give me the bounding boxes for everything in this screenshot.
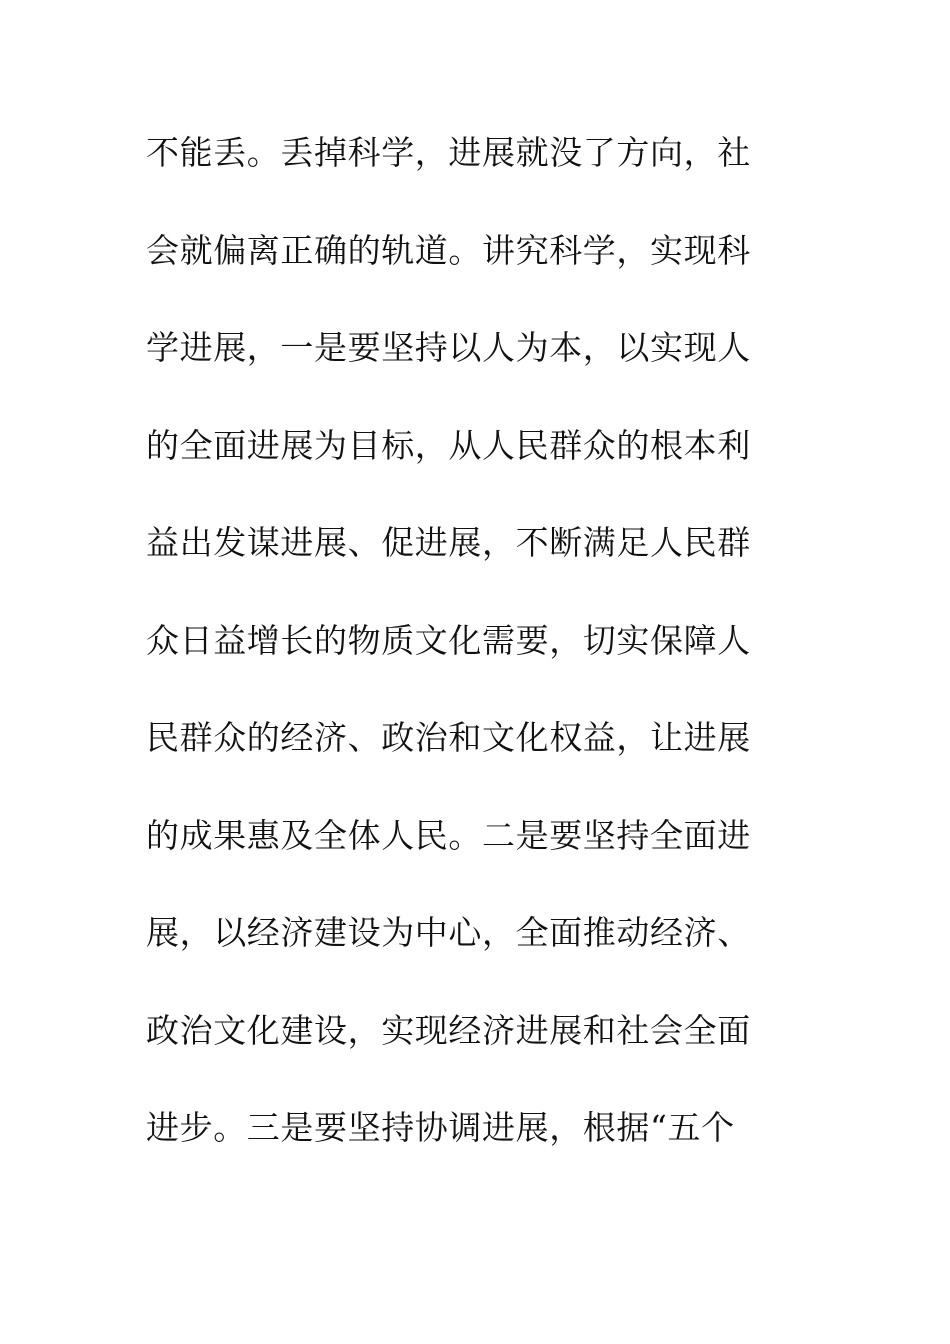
text-line: 众日益增长的物质文化需要，切实保障人 <box>146 620 751 660</box>
text-line: 展，以经济建设为中心，全面推动经济、 <box>146 913 751 952</box>
text-line: 的成果惠及全体人民。二是要坚持全面进 <box>146 815 751 855</box>
text-line: 会就偏离正确的轨道。讲究科学，实现科 <box>146 230 751 270</box>
text-line: 的全面进展为目标，从人民群众的根本利 <box>146 425 751 465</box>
text-line: 不能丢。丢掉科学，进展就没了方向，社 <box>146 133 751 172</box>
body-text <box>146 128 816 1201</box>
text-line: 益出发谋进展、促进展，不断满足人民群 <box>146 523 751 562</box>
text-line: 政治文化建设，实现经济进展和社会全面 <box>146 1010 751 1050</box>
text-line: 学进展，一是要坚持以人为本，以实现人 <box>146 328 751 367</box>
text-line: 进步。三是要坚持协调进展，根据“五个 <box>146 1108 735 1147</box>
text-line: 民群众的经济、政治和文化权益，让进展 <box>146 718 751 757</box>
